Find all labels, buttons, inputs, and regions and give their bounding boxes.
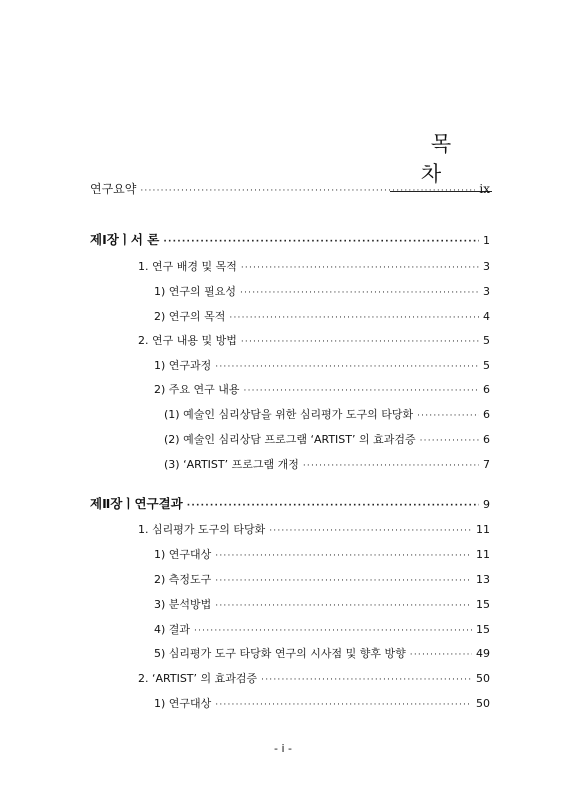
dot-leader bbox=[261, 675, 472, 685]
toc-entry-page: 1 bbox=[483, 234, 490, 247]
toc-entry-label: 1) 연구대상 bbox=[154, 548, 212, 561]
page-number-footer: - i - bbox=[274, 742, 292, 755]
toc-chapter-1[interactable] bbox=[90, 230, 490, 248]
toc-entry-page: 5 bbox=[483, 359, 490, 372]
dot-leader bbox=[244, 386, 479, 396]
toc-title: 목 차 bbox=[420, 132, 472, 186]
toc-subsection[interactable] bbox=[154, 381, 490, 397]
toc-entry-page: 6 bbox=[483, 433, 490, 446]
dot-leader bbox=[215, 601, 472, 611]
toc-entry-page: 9 bbox=[483, 498, 490, 511]
dot-leader bbox=[241, 263, 479, 273]
toc-section[interactable] bbox=[138, 670, 490, 686]
toc-entry-label: 2) 주요 연구 내용 bbox=[154, 383, 240, 396]
dot-leader bbox=[163, 237, 479, 247]
toc-entry-label: 5) 심리평가 도구 타당화 연구의 시사점 및 향후 방향 bbox=[154, 647, 406, 660]
toc-entry-summary[interactable] bbox=[90, 180, 490, 197]
toc-subsubsection[interactable] bbox=[164, 406, 490, 422]
toc-entry-page: 15 bbox=[476, 623, 490, 636]
dot-leader bbox=[215, 576, 472, 586]
toc-entry-label: 제Ⅰ장ㅣ서 론 bbox=[90, 232, 160, 247]
toc-subsection[interactable] bbox=[154, 695, 490, 711]
dot-leader bbox=[417, 411, 479, 421]
toc-entry-label: (2) 예술인 심리상담 프로그램 ‘ARTIST’ 의 효과검증 bbox=[164, 433, 416, 446]
toc-subsection[interactable] bbox=[154, 546, 490, 562]
toc-entry-page: 6 bbox=[483, 408, 490, 421]
toc-entry-page: 15 bbox=[476, 598, 490, 611]
toc-subsection[interactable] bbox=[154, 308, 490, 324]
toc-entry-page: 49 bbox=[476, 647, 490, 660]
toc-subsubsection[interactable] bbox=[164, 456, 490, 472]
toc-entry-label: (3) ‘ARTIST’ 프로그램 개정 bbox=[164, 458, 299, 471]
toc-entry-label: 1) 연구의 필요성 bbox=[154, 285, 237, 298]
toc-entry-label: 1. 심리평가 도구의 타당화 bbox=[138, 523, 266, 536]
dot-leader bbox=[269, 526, 472, 536]
dot-leader bbox=[241, 337, 479, 347]
dot-leader bbox=[194, 626, 472, 636]
dot-leader bbox=[229, 313, 479, 323]
toc-section[interactable] bbox=[138, 258, 490, 274]
dot-leader bbox=[215, 700, 472, 710]
toc-entry-label: 3) 분석방법 bbox=[154, 598, 212, 611]
dot-leader bbox=[215, 551, 472, 561]
dot-leader bbox=[303, 461, 479, 471]
toc-subsection[interactable] bbox=[154, 357, 490, 373]
toc-subsection[interactable] bbox=[154, 645, 490, 661]
toc-entry-page: 4 bbox=[483, 310, 490, 323]
toc-entry-label: 1. 연구 배경 및 목적 bbox=[138, 260, 237, 273]
toc-subsubsection[interactable] bbox=[164, 431, 490, 447]
toc-entry-label: 4) 결과 bbox=[154, 623, 191, 636]
toc-entry-page: 13 bbox=[476, 573, 490, 586]
toc-entry-page: 50 bbox=[476, 697, 490, 710]
toc-entry-page: 11 bbox=[476, 548, 490, 561]
toc-entry-page: 6 bbox=[483, 383, 490, 396]
toc-chapter-2[interactable] bbox=[90, 494, 490, 512]
toc-entry-page: 3 bbox=[483, 285, 490, 298]
toc-entry-page: 7 bbox=[483, 458, 490, 471]
toc-entry-label: 1) 연구과정 bbox=[154, 359, 212, 372]
toc-entry-label: 1) 연구대상 bbox=[154, 697, 212, 710]
toc-entry-page: 11 bbox=[476, 523, 490, 536]
dot-leader bbox=[410, 650, 472, 660]
dot-leader bbox=[420, 436, 479, 446]
toc-subsection[interactable] bbox=[154, 283, 490, 299]
toc-entry-label: 2) 연구의 목적 bbox=[154, 310, 226, 323]
toc-entry-page: 5 bbox=[483, 334, 490, 347]
toc-section[interactable] bbox=[138, 332, 490, 348]
toc-entry-page: 50 bbox=[476, 672, 490, 685]
toc-subsection[interactable] bbox=[154, 596, 490, 612]
toc-entry-label: (1) 예술인 심리상담을 위한 심리평가 도구의 타당화 bbox=[164, 408, 414, 421]
toc-subsection[interactable] bbox=[154, 571, 490, 587]
toc-entry-page: ix bbox=[479, 182, 490, 196]
toc-subsection[interactable] bbox=[154, 621, 490, 637]
toc-entry-label: 2. 연구 내용 및 방법 bbox=[138, 334, 237, 347]
toc-entry-label: 연구요약 bbox=[90, 182, 137, 196]
dot-leader bbox=[187, 501, 479, 511]
dot-leader bbox=[240, 288, 479, 298]
toc-entry-page: 3 bbox=[483, 260, 490, 273]
toc-section[interactable] bbox=[138, 521, 490, 537]
toc-entry-label: 2) 측정도구 bbox=[154, 573, 212, 586]
toc-entry-label: 2. ‘ARTIST’ 의 효과검증 bbox=[138, 672, 258, 685]
toc-entry-label: 제Ⅱ장ㅣ연구결과 bbox=[90, 496, 183, 511]
dot-leader bbox=[140, 186, 475, 196]
dot-leader bbox=[215, 362, 479, 372]
